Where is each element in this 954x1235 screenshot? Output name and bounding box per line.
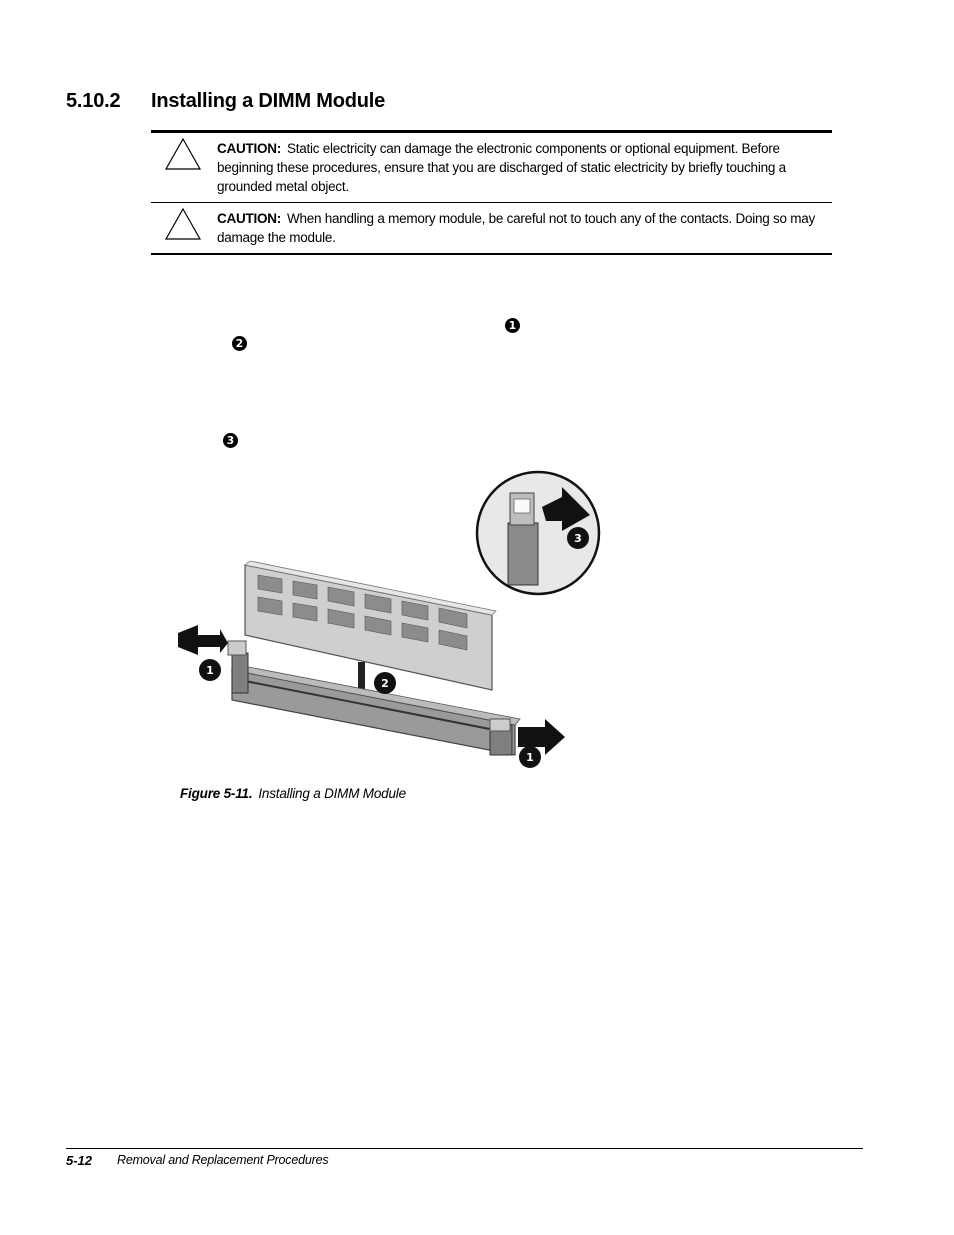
- figure-callout-1-right: [519, 746, 541, 768]
- figure-callout-text: 1: [206, 664, 214, 677]
- caution-row: [151, 133, 832, 202]
- figure-caption-text: Installing a DIMM Module: [258, 786, 406, 801]
- figure-callout-1-left: [199, 659, 221, 681]
- section-number: 5.10.2: [66, 90, 121, 112]
- caution-label: CAUTION:: [217, 211, 281, 226]
- caution-text: [217, 209, 824, 247]
- figure-caption: [180, 786, 406, 801]
- caution-body: Static electricity can damage the electronic components or optional equipment. Before beginning these procedures, ensure that you are discharged of static electricity by briefly touching a grounded metal object.: [217, 141, 786, 194]
- figure-caption-label: Figure 5-11.: [180, 786, 253, 801]
- dimm-installation-illustration: [170, 465, 610, 785]
- footer-page-number: 5-12: [66, 1153, 93, 1168]
- caution-triangle-icon: [164, 137, 202, 171]
- left-clip-arrow: [178, 625, 228, 655]
- callout-marker-3: 3: [223, 433, 238, 448]
- footer-chapter-title: Removal and Replacement Procedures: [117, 1153, 329, 1167]
- caution-row: [151, 202, 832, 253]
- caution-body: When handling a memory module, be careful not to touch any of the contacts. Doing so may damage the module.: [217, 211, 816, 245]
- dimm-module: [245, 561, 496, 690]
- clip-closeup-inset: [477, 472, 599, 594]
- figure-callout-text: 3: [574, 532, 582, 545]
- caution-box: [151, 130, 832, 255]
- section-title: Installing a DIMM Module: [151, 90, 386, 112]
- caution-triangle-icon: [164, 207, 202, 241]
- caution-text: [217, 139, 824, 196]
- figure-callout-2: [374, 672, 396, 694]
- section-heading: [66, 90, 385, 113]
- callout-marker-1: 1: [505, 318, 520, 333]
- caution-label: CAUTION:: [217, 141, 281, 156]
- footer-rule: [66, 1148, 863, 1149]
- figure-callout-text: 2: [381, 677, 389, 690]
- callout-marker-2: 2: [232, 336, 247, 351]
- figure-callout-text: 1: [526, 751, 534, 764]
